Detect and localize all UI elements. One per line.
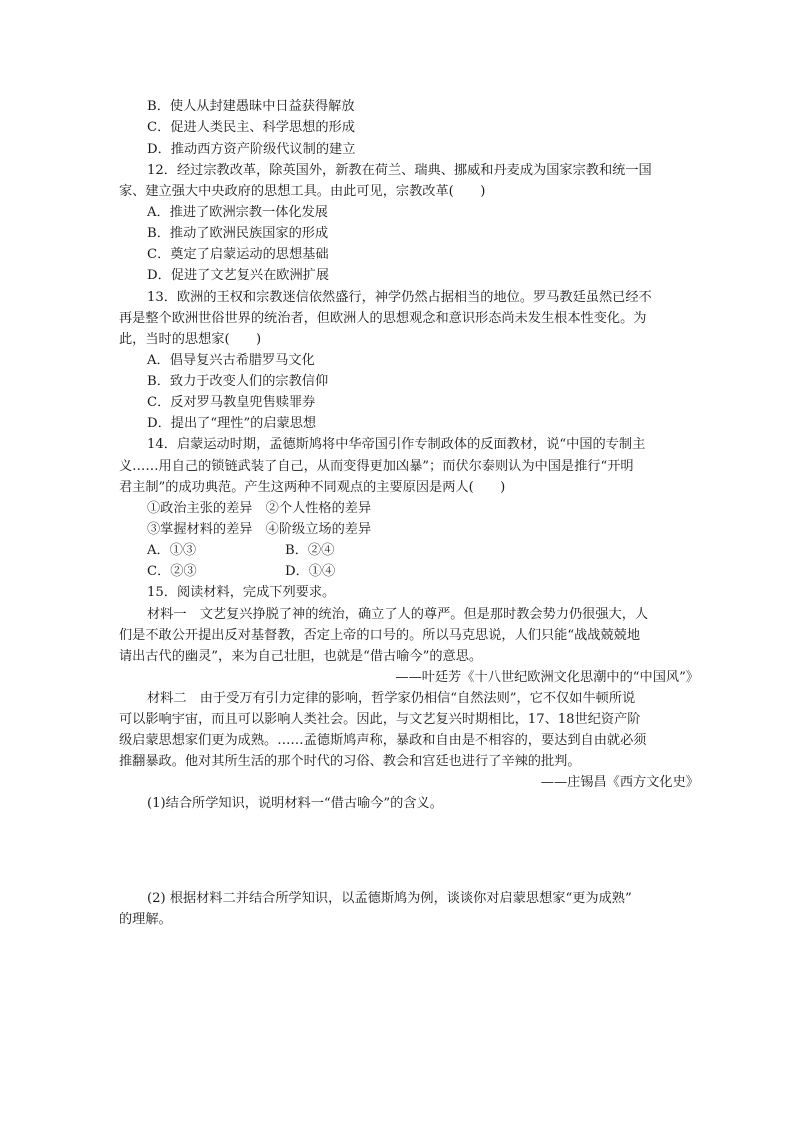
q15-material1-source: ——叶廷芳《十八世纪欧洲文化思潮中的“中国风”》	[395, 670, 699, 685]
q15-material2-line2: 可以影响宇宙，而且可以影响人类社会。因此，与文艺复兴时期相比，17、18世纪资产阶	[119, 712, 641, 727]
q15-subquestion-2-line2: 的理解。	[119, 912, 172, 927]
q11-option-c: C．促进人类民主、科学思想的形成	[147, 120, 355, 135]
q15-material1-line1: 材料一 文艺复兴挣脱了神的统治，确立了人的尊严。但是那时教会势力仍很强大，人	[147, 607, 649, 622]
q14-option-b: B．②④	[285, 543, 335, 558]
q12-stem-line2: 家、建立强大中央政府的思想工具。由此可见，宗教改革( )	[119, 184, 486, 199]
q14-items-line1: ①政治主张的差异 ②个人性格的差异	[147, 501, 372, 516]
q13-stem-line2: 再是整个欧洲世俗世界的统治者，但欧洲人的思想观念和意识形态尚未发生根本性变化。为	[119, 311, 647, 326]
q14-option-c: C．②③	[147, 564, 197, 579]
q15-subquestion-1: (1)结合所学知识，说明材料一“借古喻今”的含义。	[147, 796, 443, 811]
q14-stem-line2: 义……用自己的锁链武装了自己，从而变得更加凶暴”；而伏尔泰则认为中国是推行“开明	[119, 459, 634, 474]
q13-option-a: A．倡导复兴古希腊罗马文化	[147, 353, 315, 368]
q15-material1-line2: 们是不敢公开提出反对基督教，否定上帝的口号的。所以马克思说，人们只能“战战兢兢地	[119, 628, 641, 643]
q12-option-b: B．推动了欧洲民族国家的形成	[147, 226, 329, 241]
q13-option-c: C．反对罗马教皇兜售赎罪券	[147, 395, 316, 410]
q15-material2-source: ——庄锡昌《西方文化史》	[540, 775, 699, 790]
q15-material2-line3: 级启蒙思想家们更为成熟。……孟德斯鸠声称，暴政和自由是不相容的，要达到自由就必须	[119, 733, 647, 748]
q12-option-c: C．奠定了启蒙运动的思想基础	[147, 247, 329, 262]
q15-material1-line3: 请出古代的幽灵”，来为自己壮胆，也就是“借古喻今”的意思。	[119, 649, 483, 664]
q14-stem-line1: 14．启蒙运动时期，孟德斯鸠将中华帝国引作专制政体的反面教材，说“中国的专制主	[147, 437, 646, 452]
q11-option-b: B．使人从封建愚昧中日益获得解放	[147, 99, 355, 114]
q15-material2-line4: 推翻暴政。他对其所生活的那个时代的习俗、教会和宫廷也进行了辛辣的批判。	[119, 754, 581, 769]
q13-stem-line3: 此，当时的思想家( )	[119, 332, 262, 347]
q13-option-d: D．提出了“理性”的启蒙思想	[147, 416, 317, 431]
q12-option-a: A．推进了欧洲宗教一体化发展	[147, 205, 328, 220]
q15-subquestion-2-line1: (2) 根据材料二并结合所学知识，以孟德斯鸠为例，谈谈你对启蒙思想家“更为成熟”	[147, 891, 632, 906]
q13-option-b: B．致力于改变人们的宗教信仰	[147, 374, 329, 389]
q15-material2-line1: 材料二 由于受万有引力定律的影响，哲学家仍相信“自然法则”，它不仅如牛顿所说	[147, 691, 636, 706]
q14-option-a: A．①③	[147, 543, 197, 558]
q14-items-line2: ③掌握材料的差异 ④阶级立场的差异	[147, 522, 372, 537]
q15-stem: 15．阅读材料，完成下列要求。	[147, 585, 336, 600]
q13-stem-line1: 13．欧洲的王权和宗教迷信依然盛行，神学仍然占据相当的地位。罗马教廷虽然已经不	[147, 290, 652, 305]
q14-stem-line3: 君主制”的成功典范。产生这两种不同观点的主要原因是两人( )	[119, 480, 506, 495]
q12-option-d: D．促进了文艺复兴在欧洲扩展	[147, 268, 330, 283]
q12-stem-line1: 12．经过宗教改革，除英国外，新教在荷兰、瑞典、挪威和丹麦成为国家宗教和统一国	[147, 163, 652, 178]
q11-option-d: D．推动西方资产阶级代议制的建立	[147, 142, 356, 157]
q14-option-d: D．①④	[285, 564, 336, 579]
